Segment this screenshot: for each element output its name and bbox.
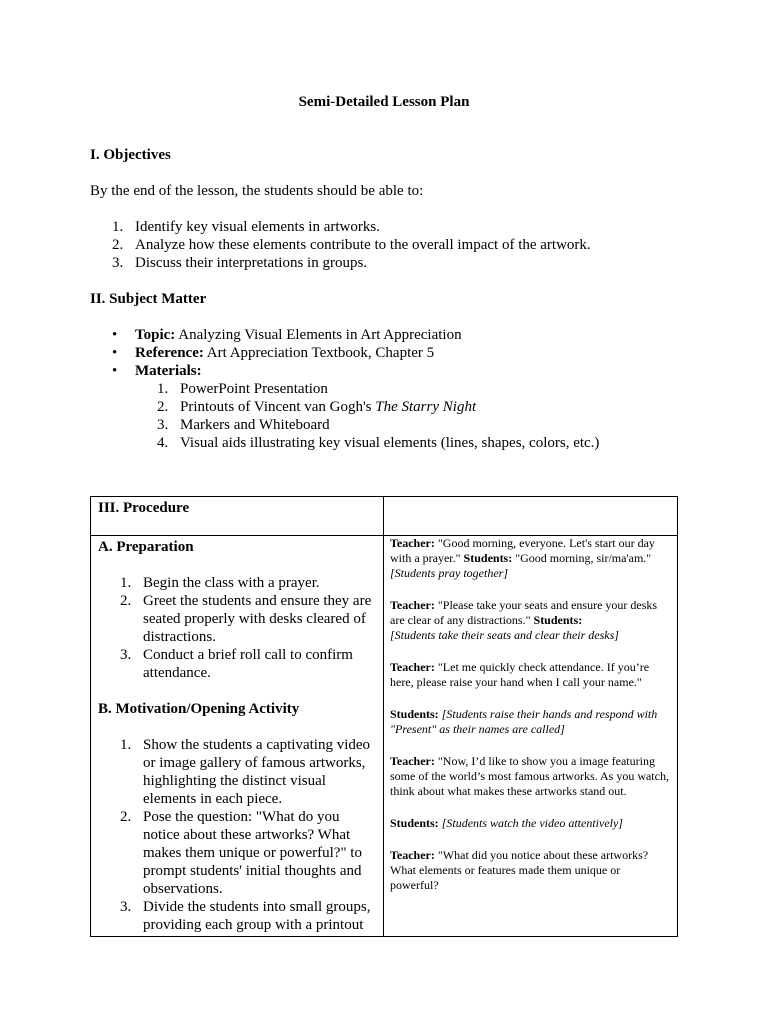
- list-item: 3. Divide the students into small groups, providing each group with a printout: [120, 899, 371, 933]
- procedure-steps-cell: [91, 536, 384, 937]
- list-item: 4. Visual aids illustrating key visual elements (lines, shapes, colors, etc.): [157, 435, 600, 451]
- objectives-list: [90, 218, 690, 272]
- empty-header-cell: [384, 497, 678, 536]
- list-item: 2. Greet the students and ensure they are seated properly with desks cleared of distractions.: [120, 593, 372, 645]
- list-item: • Topic: Analyzing Visual Elements in Art Appreciation: [112, 327, 462, 343]
- document-title: Semi-Detailed Lesson Plan: [298, 94, 470, 110]
- subject-matter-heading: II. Subject Matter: [90, 291, 207, 307]
- procedure-heading: III. Procedure: [91, 497, 384, 536]
- procedure-table: [90, 496, 678, 937]
- materials-list: [135, 380, 690, 452]
- list-item: 2. Analyze how these elements contribute to the overall impact of the artwork.: [112, 237, 591, 253]
- list-item: 1. PowerPoint Presentation: [157, 381, 328, 397]
- list-item: 2. Pose the question: "What do you notice about these artworks? What makes them unique or powerful?" to prompt students' initial thoughts and observations.: [120, 809, 362, 897]
- list-item: 3. Markers and Whiteboard: [157, 417, 330, 433]
- list-item: 1. Begin the class with a prayer.: [120, 575, 320, 591]
- objectives-intro: By the end of the lesson, the students should be able to:: [90, 183, 424, 199]
- preparation-heading: A. Preparation: [98, 539, 194, 555]
- list-item: 3. Discuss their interpretations in groups.: [112, 255, 368, 271]
- preparation-list: [98, 574, 376, 682]
- dialogue-attendance-response: Students: [Students raise their hands and respond with "Present" as their names are called]: [390, 707, 658, 736]
- list-item: 1. Identify key visual elements in artworks.: [112, 219, 380, 235]
- dialogue-prayer: Teacher: "Good morning, everyone. Let's start our day with a prayer." Students: "Good morning, sir/ma'am." [Students pray together]: [390, 536, 655, 580]
- list-item: 3. Conduct a brief roll call to confirm attendance.: [120, 647, 353, 681]
- motivation-list: [98, 736, 376, 934]
- motivation-heading: B. Motivation/Opening Activity: [98, 701, 300, 717]
- dialogue-seating: Teacher: "Please take your seats and ensure your desks are clear of any distractions." Students: [Students take their seats and clear their desks]: [390, 598, 658, 642]
- objectives-heading: I. Objectives: [90, 147, 171, 163]
- dialogue-question: Teacher: "What did you notice about these artworks? What elements or features made them unique or powerful?: [390, 848, 649, 892]
- dialogue-cell: [384, 536, 678, 937]
- dialogue-attendance: Teacher: "Let me quickly check attendance. If you’re here, please raise your hand when I call your name.": [390, 660, 650, 689]
- subject-matter-list: [90, 326, 690, 452]
- list-item: 2. Printouts of Vincent van Gogh's The Starry Night: [157, 399, 477, 415]
- list-item: 1. Show the students a captivating video or image gallery of famous artworks, highlighting the distinct visual elements in each piece.: [120, 737, 371, 807]
- list-item: • Reference: Art Appreciation Textbook, Chapter 5: [112, 345, 435, 361]
- dialogue-watch: Students: [Students watch the video attentively]: [390, 816, 623, 830]
- table-row: [91, 497, 678, 536]
- list-item: • Materials: 1. PowerPoint Presentation 2. Printouts of Vincent van Gogh's The Starry Night 3. Markers and Whiteboard 4. Visual aids illustrating key visual elements (lines, shapes, colors, etc.): [90, 362, 690, 452]
- dialogue-artworks: Teacher: "Now, I’d like to show you a image featuring some of the world’s most famous artworks. As you watch, think about what makes these artworks stand out.: [390, 754, 669, 798]
- table-row: [91, 536, 678, 937]
